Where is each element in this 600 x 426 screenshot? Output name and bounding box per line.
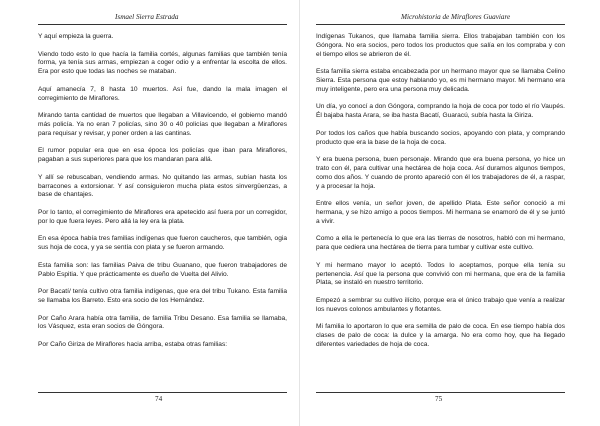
paragraph: Entre ellos venía, un señor joven, de apellido Plata. Este señor conoció a mi hermana, y se hizo amigo a pocos tiempos. Mi hermana se enamoró de él y se juntó a vivir. <box>316 200 565 225</box>
paragraph: Mi familia lo aportaron lo que era semilla de palo de coca. En ese tiempo había dos clases de palo de coca: la dulce y la amarga. No era como hoy, que ha llegado diferentes variedades de hoja de coca. <box>316 323 565 348</box>
paragraph: Por lo tanto, el corregimiento de Miraflores era apetecido así fuera por un corregidor, por lo que fuera leyes. Pero allá la ley era la plata. <box>38 208 287 225</box>
page-number: 75 <box>435 395 443 403</box>
paragraph: Y era buena persona, buen personaje. Mirando que era buena persona, yo hice un trato con él, para cultivar una hectárea de hoja coca. Así duramos algunos tiempos, como dos años. Y cuando de pronto apareció con él los trabajadores de él, a raspar, y a procesar la hoja. <box>316 156 565 190</box>
paragraph: Esta familia sierra estaba encabezada por un hermano mayor que se llamaba Celino Sierra. Esta persona que estoy hablando yo, es mi hermano mayor. Mi hermano era muy inteligente, pero era una persona muy delicada. <box>316 68 565 93</box>
header-rule <box>316 24 565 25</box>
paragraph: Como a ella le pertenecía lo que era las tierras de nosotros, habló con mi hermano, para que cediera una hectárea de tierra para tumbar y cultivar este cultivo. <box>316 235 565 252</box>
paragraph: Y aquí empieza la guerra. <box>38 33 114 40</box>
page-number: 74 <box>155 395 163 403</box>
paragraph: Mirando tanta cantidad de muertos que llegaban a Villavicendo, el gobierno mandó más policía. Ya no eran 7 policías, sino 30 o 40 policías que llegaban a Miraflores para requisar y revisar, y poner orden a las cantinas. <box>38 112 287 137</box>
paragraph: Y allí se rebuscaban, vendiendo armas. No quitando las armas, subían hasta los barracones a extorsionar. Y así consiguieron mucha plata estos sinvergüenzas, a base de chantajes. <box>38 173 287 199</box>
footer-rule <box>38 392 287 393</box>
paragraph: Un día, yo conocí a don Góngora, comprando la hoja de coca por todo el río Vaupés. Él bajaba hasta Arara, se iba hasta Bacatí, Guaracú, subía hasta la Giriza. <box>316 103 565 120</box>
left-page-text <box>38 33 287 389</box>
paragraph: Por todos los caños que había buscando socios, apoyando con plata, y comprando producto que era la base de la hoja de coca. <box>316 129 565 146</box>
paragraph: Por Bacatí/ tenía cultivo otra familia indígenas, que era del tribu Tukano. Esta familia se llamaba los Barreto. Esto era socio de los Hernández. <box>38 288 287 304</box>
paragraph: El rumor popular era que en esa época los policías que iban para Miraflores, pagaban a sus superiores para que los mandaran para allá. <box>38 147 287 164</box>
paragraph: Viendo todo esto lo que hacía la familia cortés, algunas familias que también tenía forma, ya tenía sus armas, empiezan a coger odio y a enfrentar la escolta de ellos. Era por esto que todas las noches se mataban. <box>38 50 287 76</box>
paragraph: Aquí amanecía 7, 8 hasta 10 muertos. Así fue, dando la mala imagen el corregimiento de Miraflores. <box>38 85 287 102</box>
paragraph: Por Caño Arara había otra familia, de familia Tribu Desano. Esa familia se llamaba, los Vásquez, esta eran socios de Góngora. <box>38 314 287 331</box>
running-header-title: Microhistoria de Miraflores Guaviare <box>401 13 511 21</box>
footer-rule <box>316 392 565 393</box>
paragraph: Empezó a sembrar su cultivo ilícito, porque era el único trabajo que venía a realizar los nuevos colonos ambulantes y flotantes. <box>316 296 565 313</box>
right-page-text <box>316 33 565 389</box>
running-header-author: Ismael Sierra Estrada <box>115 13 179 21</box>
paragraph: Por Caño Giriza de Miraflores hacia arriba, estaba otras familias: <box>38 340 228 348</box>
paragraph: En esa época había tres familias indígenas que fueron caucheros, que también, ogia sus hoja de coca, y ya se sentía con plata y se fueron armando. <box>38 235 287 252</box>
header-rule <box>38 24 287 25</box>
paragraph: Esta familia son: las familias Paiva de tribu Guanano, que fueron trabajadores de Pablo Espitia. Y que prácticamente es dueño de Vuelta del Alivio. <box>38 261 287 278</box>
paragraph: Y mi hermano mayor lo aceptó. Todos lo aceptamos, porque ella tenía su pertenencia. Así que la persona que convivió con mi hermana, que era de la familia Plata, se instaló en nuestro territorio. <box>316 261 565 287</box>
paragraph: Indígenas Tukanos, que llamaba familia sierra. Ellos trabajaban también con los Góngora. No era socios, pero todos los productos que salía en los compraba y con el tiempo ellos se abrieron de él. <box>316 33 565 58</box>
right-page <box>300 0 600 426</box>
